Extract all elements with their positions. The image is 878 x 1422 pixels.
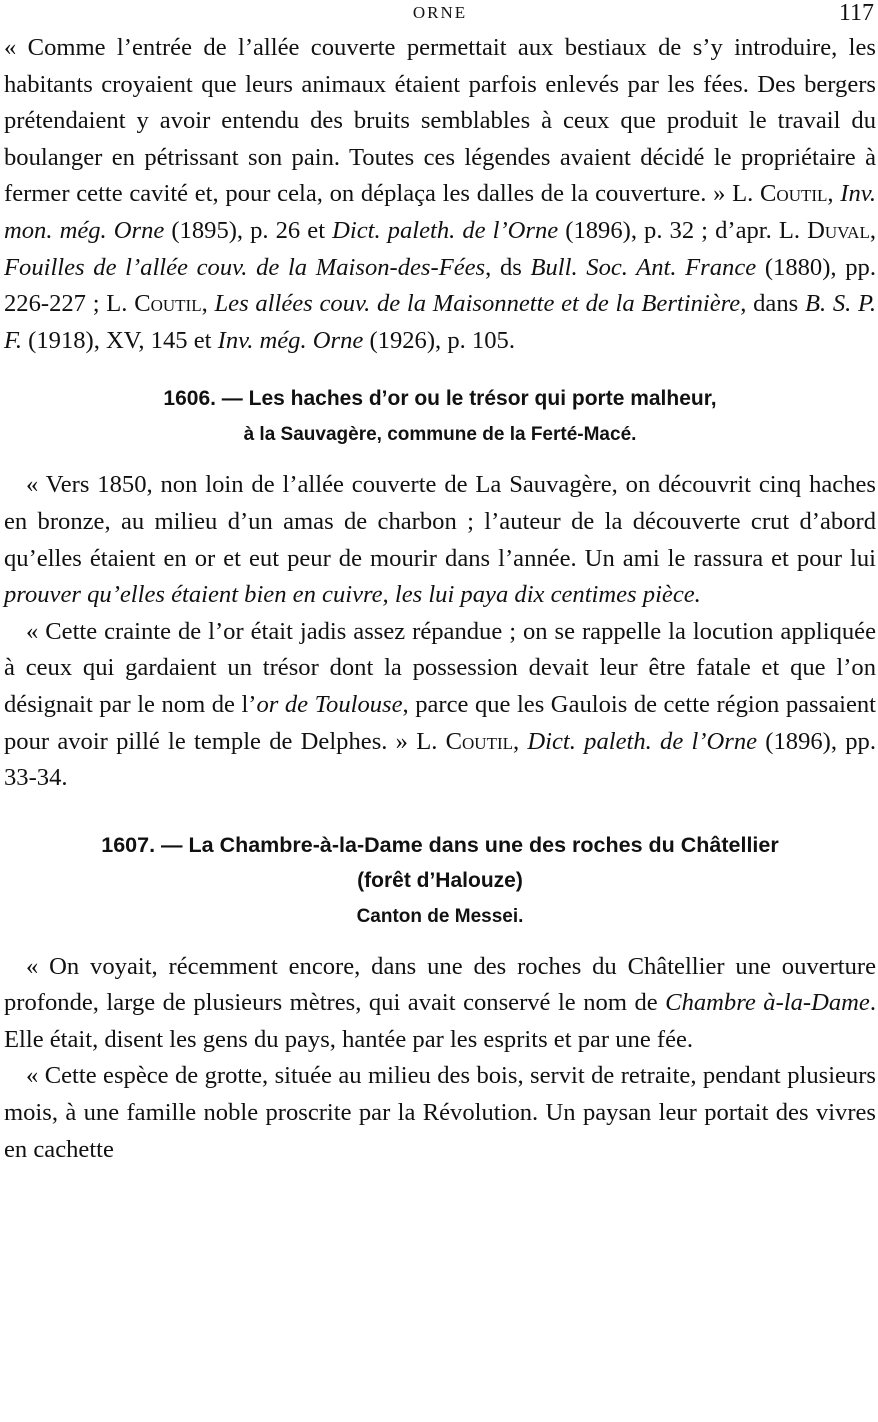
- text-run: ,: [869, 216, 877, 244]
- citation-title: Inv. még. Orne: [217, 326, 364, 354]
- paragraph-maison-des-fees: [4, 30, 876, 359]
- paragraph-chambre-a-la-dame: [4, 949, 876, 1059]
- text-run: . Elle était, disent les gens du pays, hantée par les esprits et par une fée.: [4, 989, 876, 1053]
- citation-title: Inv. mon. még. Orne: [4, 180, 877, 244]
- author-name: Duval: [807, 216, 870, 244]
- page: [4, 0, 876, 1168]
- text-run: ,: [827, 180, 841, 208]
- paragraph-grotte: « Cette espèce de grotte, située au milieu des bois, servit de retraite, pendant plusieurs mois, à une famille noble proscrite par la Révolution. Un paysan leur portait des vivres en cachette: [4, 1062, 876, 1163]
- author-name: Coutil: [134, 290, 202, 318]
- author-name: Coutil: [445, 727, 514, 755]
- section-title-1607: 1607. — La Chambre-à-la-Dame dans une des roches du Châtellier: [101, 832, 779, 857]
- citation-title: Bull. Soc. Ant. France: [530, 253, 757, 281]
- text-run: (1926), p. 105.: [363, 326, 515, 354]
- text-run: « Vers 1850, non loin de l’allée couverte de La Sauvagère, on découvrit cinq haches en bronze, au milieu d’un amas de charbon ; l’auteur de la découverte crut d’abord qu’elles étaient en or et eut peur de mourir dans l’année. Un ami le rassura et pour lui: [4, 471, 876, 572]
- running-title: ORNE: [412, 3, 468, 22]
- section-title-1606: 1606. — Les haches d’or ou le trésor qui porte malheur,: [163, 387, 717, 411]
- text-run: (1896), pp. 33-34.: [4, 727, 876, 792]
- text-run: , dans: [740, 290, 805, 318]
- paragraph-or-toulouse: [4, 614, 876, 797]
- section-subtitle-1606: à la Sauvagère, commune de la Ferté-Macé.: [243, 424, 637, 446]
- text-run: ,: [513, 727, 528, 755]
- page-number: 117: [838, 0, 874, 26]
- text-run: ,: [201, 290, 215, 318]
- citation-title: Fouilles de l’allée couv. de la Maison-des-Fées: [4, 253, 486, 281]
- citation-title: Les allées couv. de la Maisonnette et de la Bertinière: [214, 290, 741, 318]
- text-run: , ds: [485, 253, 531, 281]
- text-run: « Comme l’entrée de l’allée couverte permettait aux bestiaux de s’y introduire, les habitants croyaient que leurs animaux étaient parfois enlevés par les fées. Des bergers prétendaient y avoir entendu des bruits semblables à ceux que produit le travail du boulanger en pétrissant son pain. Toutes ces légendes avaient décidé le propriétaire à fermer cette cavité et, pour cela, on déplaça les dalles de la couverture. » L.: [4, 34, 876, 208]
- author-name: Coutil: [760, 180, 828, 208]
- italic-run: Chambre à-la-Dame: [665, 989, 870, 1017]
- text-run: « On voyait, récemment encore, dans une des roches du Châtellier une ouverture profonde, large de plusieurs mètres, qui avait conservé le nom de: [4, 952, 876, 1017]
- citation-title: B. S. P. F.: [4, 290, 877, 354]
- text-run: (1895), p. 26 et: [164, 216, 333, 244]
- text-run: (1880), pp. 226-227 ; L.: [4, 253, 876, 318]
- italic-run: or de Toulouse: [256, 690, 403, 718]
- page-header: [4, 0, 876, 30]
- citation-title: Dict. paleth. de l’Orne: [332, 216, 559, 244]
- text-run: (1896), p. 32 ; d’apr. L.: [558, 216, 808, 244]
- italic-run: prouver qu’elles étaient bien en cuivre, les lui paya dix centimes pièce.: [4, 581, 701, 609]
- paragraph-haches: [4, 467, 876, 613]
- text-run: , parce que les Gaulois de cette région passaient pour avoir pillé le temple de Delphes. » L.: [4, 690, 876, 755]
- text-run: (1918), XV, 145 et: [22, 326, 218, 354]
- section-title-1607-line2: (forêt d’Halouze): [357, 868, 523, 892]
- section-subtitle-1607: Canton de Messei.: [356, 905, 524, 927]
- citation-title: Dict. paleth. de l’Orne: [527, 727, 758, 755]
- text-run: « Cette crainte de l’or était jadis assez répandue ; on se rappelle la locution appliquée à ceux qui gardaient un trésor dont la possession devait leur être fatale et que l’on désignait par le nom de l’: [4, 617, 876, 718]
